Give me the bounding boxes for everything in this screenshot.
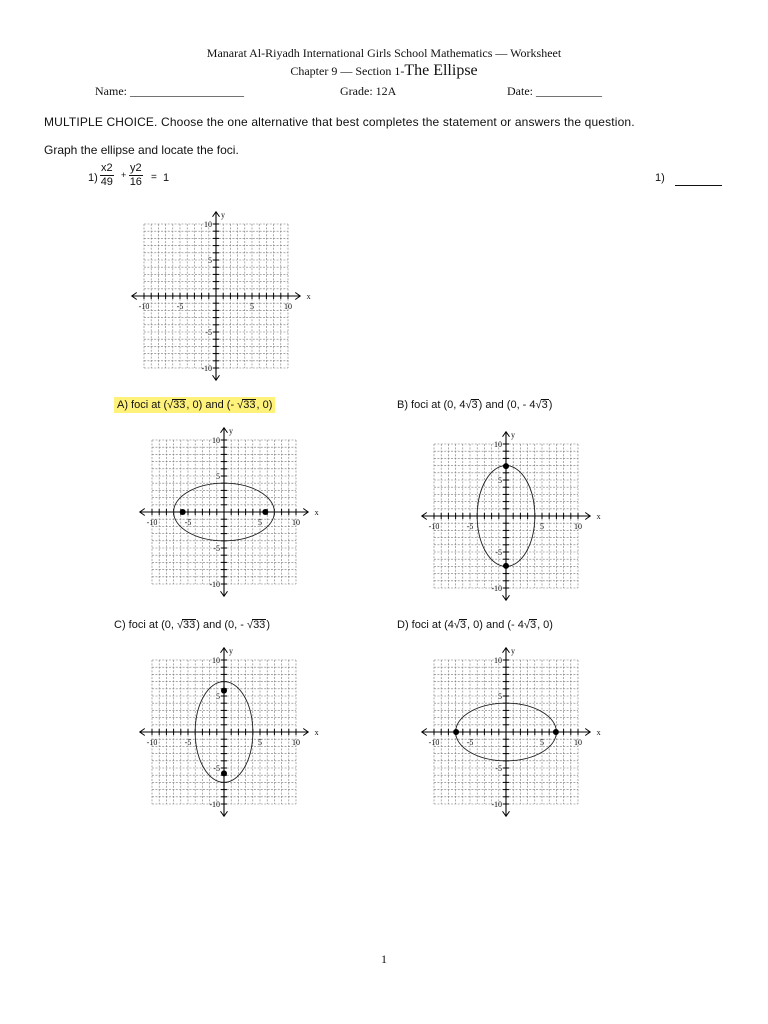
fraction-y (129, 162, 143, 189)
plus-sign: + (121, 170, 127, 180)
equation-rhs: 1 (163, 172, 170, 184)
x-tick-label: -5 (466, 738, 474, 747)
choice-d-middle: , 0) and (- 4 (467, 619, 524, 631)
choice-c-suffix: ) (266, 619, 270, 631)
choice-d-suffix: , 0) (537, 619, 553, 631)
choice-a-prefix: A) foci at ( (117, 399, 168, 411)
choice-d-radicand-2: 3 (529, 619, 537, 631)
chapter-prefix: Chapter 9 — Section 1- (290, 64, 405, 78)
focus-point (503, 463, 509, 469)
x-tick-label: -10 (428, 522, 440, 531)
chapter-heading (0, 62, 768, 80)
choice-b-prefix: B) foci at (0, 4 (397, 399, 466, 411)
y-tick-label: 10 (204, 220, 212, 229)
fraction-y-denominator: 16 (129, 176, 142, 188)
x-tick-label: 10 (292, 518, 300, 527)
choice-c-radicand-2: 33 (253, 619, 266, 631)
grade-label: Grade: 12A (340, 84, 397, 98)
focus-point (221, 770, 227, 776)
y-tick-label: 5 (216, 472, 220, 481)
y-tick-label: -10 (491, 800, 502, 809)
choice-b-suffix: ) (548, 399, 553, 411)
x-axis-label: x (596, 728, 601, 737)
instructions-main: MULTIPLE CHOICE. Choose the one alternative that best completes the statement or answers the question. (44, 115, 635, 129)
choice-c-middle: ) and (0, - (196, 619, 248, 631)
y-tick-label: -5 (205, 328, 212, 337)
focus-point (453, 729, 459, 735)
graph-choice-a (139, 417, 319, 607)
y-axis-label: y (221, 210, 225, 220)
choice-a-middle: , 0) and (- (186, 399, 238, 411)
page-number: 1 (381, 952, 387, 966)
y-tick-label: 10 (212, 656, 220, 665)
choice-a[interactable]: A) foci at (√33, 0) and (- √33, 0) (114, 397, 275, 413)
y-tick-label: -5 (495, 764, 502, 773)
choice-b[interactable]: B) foci at (0, 4√3) and (0, - 4√3) (397, 399, 553, 411)
choice-c-radicand-1: 33 (183, 619, 196, 631)
x-tick-label: -10 (428, 738, 440, 747)
x-tick-label: -5 (184, 738, 192, 747)
focus-point (180, 509, 186, 515)
x-axis-label: x (306, 292, 311, 301)
choice-d-radicand-1: 3 (459, 619, 467, 631)
x-tick-label: 5 (540, 738, 544, 747)
blank-graph (131, 201, 311, 391)
choice-a-radicand-1: 33 (173, 399, 186, 411)
y-tick-label: -10 (491, 584, 502, 593)
graph-choice-b (421, 421, 601, 611)
x-tick-label: 5 (258, 738, 262, 747)
instructions-sub: Graph the ellipse and locate the foci. (44, 143, 239, 157)
y-axis-label: y (511, 430, 515, 440)
focus-point (503, 563, 509, 569)
focus-point (553, 729, 559, 735)
choice-c-prefix: C) foci at (0, (114, 619, 177, 631)
fraction-x (100, 162, 114, 189)
x-axis-label: x (596, 512, 601, 521)
x-tick-label: -5 (466, 522, 474, 531)
chapter-title: The Ellipse (404, 62, 478, 79)
choice-a-radicand-2: 33 (243, 399, 256, 411)
y-tick-label: -10 (209, 580, 220, 589)
x-tick-label: 5 (258, 518, 262, 527)
x-tick-label: 10 (284, 302, 292, 311)
equals-sign: = (151, 172, 157, 183)
graph-choice-c (139, 637, 319, 827)
y-axis-label: y (511, 646, 515, 656)
fraction-x-numerator: x2 (101, 162, 113, 174)
x-tick-label: 5 (250, 302, 254, 311)
y-tick-label: 10 (494, 656, 502, 665)
y-tick-label: -5 (213, 544, 220, 553)
question-number: 1) (88, 172, 98, 184)
y-tick-label: 5 (208, 256, 212, 265)
choice-d-prefix: D) foci at (4 (397, 619, 454, 631)
y-tick-label: 10 (494, 440, 502, 449)
x-axis-label: x (314, 508, 319, 517)
choice-a-suffix: , 0) (256, 399, 273, 411)
y-tick-label: -5 (213, 764, 220, 773)
y-tick-label: 5 (498, 476, 502, 485)
x-axis-label: x (314, 728, 319, 737)
y-tick-label: -10 (209, 800, 220, 809)
x-tick-label: -10 (146, 518, 158, 527)
x-tick-label: -10 (138, 302, 150, 311)
x-tick-label: -5 (184, 518, 192, 527)
x-tick-label: -10 (146, 738, 158, 747)
name-field: Name: ___________________ (95, 84, 244, 98)
choice-b-middle: ) and (0, - 4 (478, 399, 536, 411)
y-axis-label: y (229, 646, 233, 656)
focus-point (262, 509, 268, 515)
y-tick-label: 5 (216, 692, 220, 701)
answer-blank[interactable] (675, 185, 722, 186)
y-tick-label: -5 (495, 548, 502, 557)
x-tick-label: 10 (574, 738, 582, 747)
x-tick-label: 10 (292, 738, 300, 747)
choice-d[interactable]: D) foci at (4√3, 0) and (- 4√3, 0) (397, 619, 553, 631)
choice-c[interactable]: C) foci at (0, √33) and (0, - √33) (114, 619, 270, 631)
focus-point (221, 688, 227, 694)
y-tick-label: 5 (498, 692, 502, 701)
school-heading: Manarat Al-Riyadh International Girls School Mathematics — Worksheet (206, 46, 562, 60)
y-tick-label: -10 (201, 364, 212, 373)
y-axis-label: y (229, 426, 233, 436)
date-field: Date: ___________ (507, 84, 602, 98)
x-tick-label: 10 (574, 522, 582, 531)
choice-b-radicand-2: 3 (541, 399, 548, 411)
choice-b-radicand-1: 3 (471, 399, 478, 411)
x-tick-label: -5 (176, 302, 184, 311)
fraction-x-denominator: 49 (100, 176, 113, 188)
fraction-y-numerator: y2 (130, 162, 142, 174)
answer-number: 1) (655, 172, 665, 184)
graph-choice-d (421, 637, 601, 827)
x-tick-label: 5 (540, 522, 544, 531)
y-tick-label: 10 (212, 436, 220, 445)
